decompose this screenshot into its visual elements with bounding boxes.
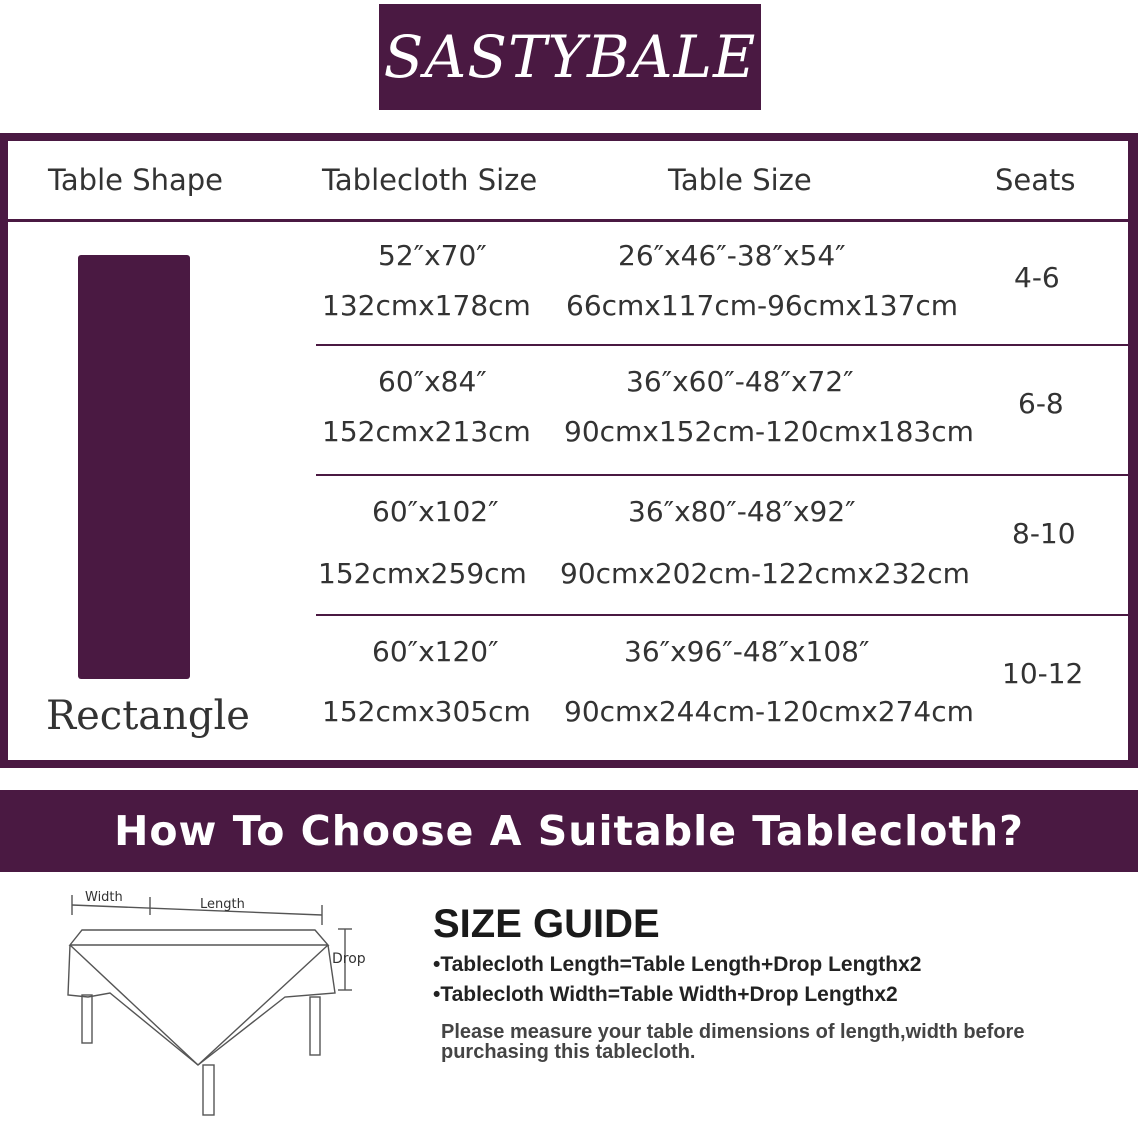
size-guide-title: SIZE GUIDE (433, 902, 660, 946)
table-size-cm: 90cmx152cm-120cmx183cm (564, 415, 974, 448)
table-header-row (8, 141, 1128, 222)
tablecloth-diagram (60, 885, 390, 1120)
cloth-size-cm: 152cmx213cm (322, 415, 531, 448)
size-table (0, 133, 1138, 768)
size-table-body (8, 141, 1128, 760)
cloth-size-cm: 152cmx305cm (322, 695, 531, 728)
brand-logo (379, 4, 761, 110)
table-size-inches: 36″x80″-48″x92″ (628, 495, 856, 528)
seats-value: 4-6 (1014, 261, 1060, 294)
seats-value: 8-10 (1012, 517, 1076, 550)
row-divider (316, 614, 1128, 616)
length-label: Length (200, 897, 245, 912)
cloth-size-cm: 132cmx178cm (322, 289, 531, 322)
header-table-size: Table Size (668, 163, 812, 197)
row-divider (316, 474, 1128, 476)
cloth-size-inches: 60″x84″ (378, 365, 487, 398)
drop-label: Drop (332, 951, 366, 967)
guide-length-formula: •Tablecloth Length=Table Length+Drop Lengthx2 (433, 953, 922, 976)
rectangle-shape-icon (78, 255, 190, 679)
section-banner (0, 790, 1138, 872)
cloth-size-inches: 60″x120″ (372, 635, 499, 668)
table-size-cm: 90cmx202cm-122cmx232cm (560, 557, 970, 590)
header-seats: Seats (995, 163, 1076, 197)
brand-name: SASTYBALE (383, 23, 757, 91)
guide-note: Please measure your table dimensions of length,width before purchasing this tablecloth. (441, 1021, 1025, 1063)
table-size-cm: 66cmx117cm-96cmx137cm (566, 289, 959, 322)
width-label: Width (85, 890, 123, 905)
header-tablecloth-size: Tablecloth Size (322, 163, 538, 197)
row-divider (316, 344, 1128, 346)
table-size-inches: 36″x96″-48″x108″ (624, 635, 870, 668)
seats-value: 10-12 (1002, 657, 1084, 690)
cloth-size-inches: 60″x102″ (372, 495, 499, 528)
header-table-shape: Table Shape (48, 163, 224, 197)
guide-width-formula: •Tablecloth Width=Table Width+Drop Lengthx2 (433, 983, 898, 1006)
table-size-inches: 36″x60″-48″x72″ (626, 365, 854, 398)
cloth-size-inches: 52″x70″ (378, 239, 487, 272)
shape-label: Rectangle (46, 693, 250, 739)
cloth-size-cm: 152cmx259cm (318, 557, 527, 590)
banner-title: How To Choose A Suitable Tablecloth? (114, 807, 1024, 855)
table-size-cm: 90cmx244cm-120cmx274cm (564, 695, 974, 728)
seats-value: 6-8 (1018, 387, 1064, 420)
table-size-inches: 26″x46″-38″x54″ (618, 239, 846, 272)
